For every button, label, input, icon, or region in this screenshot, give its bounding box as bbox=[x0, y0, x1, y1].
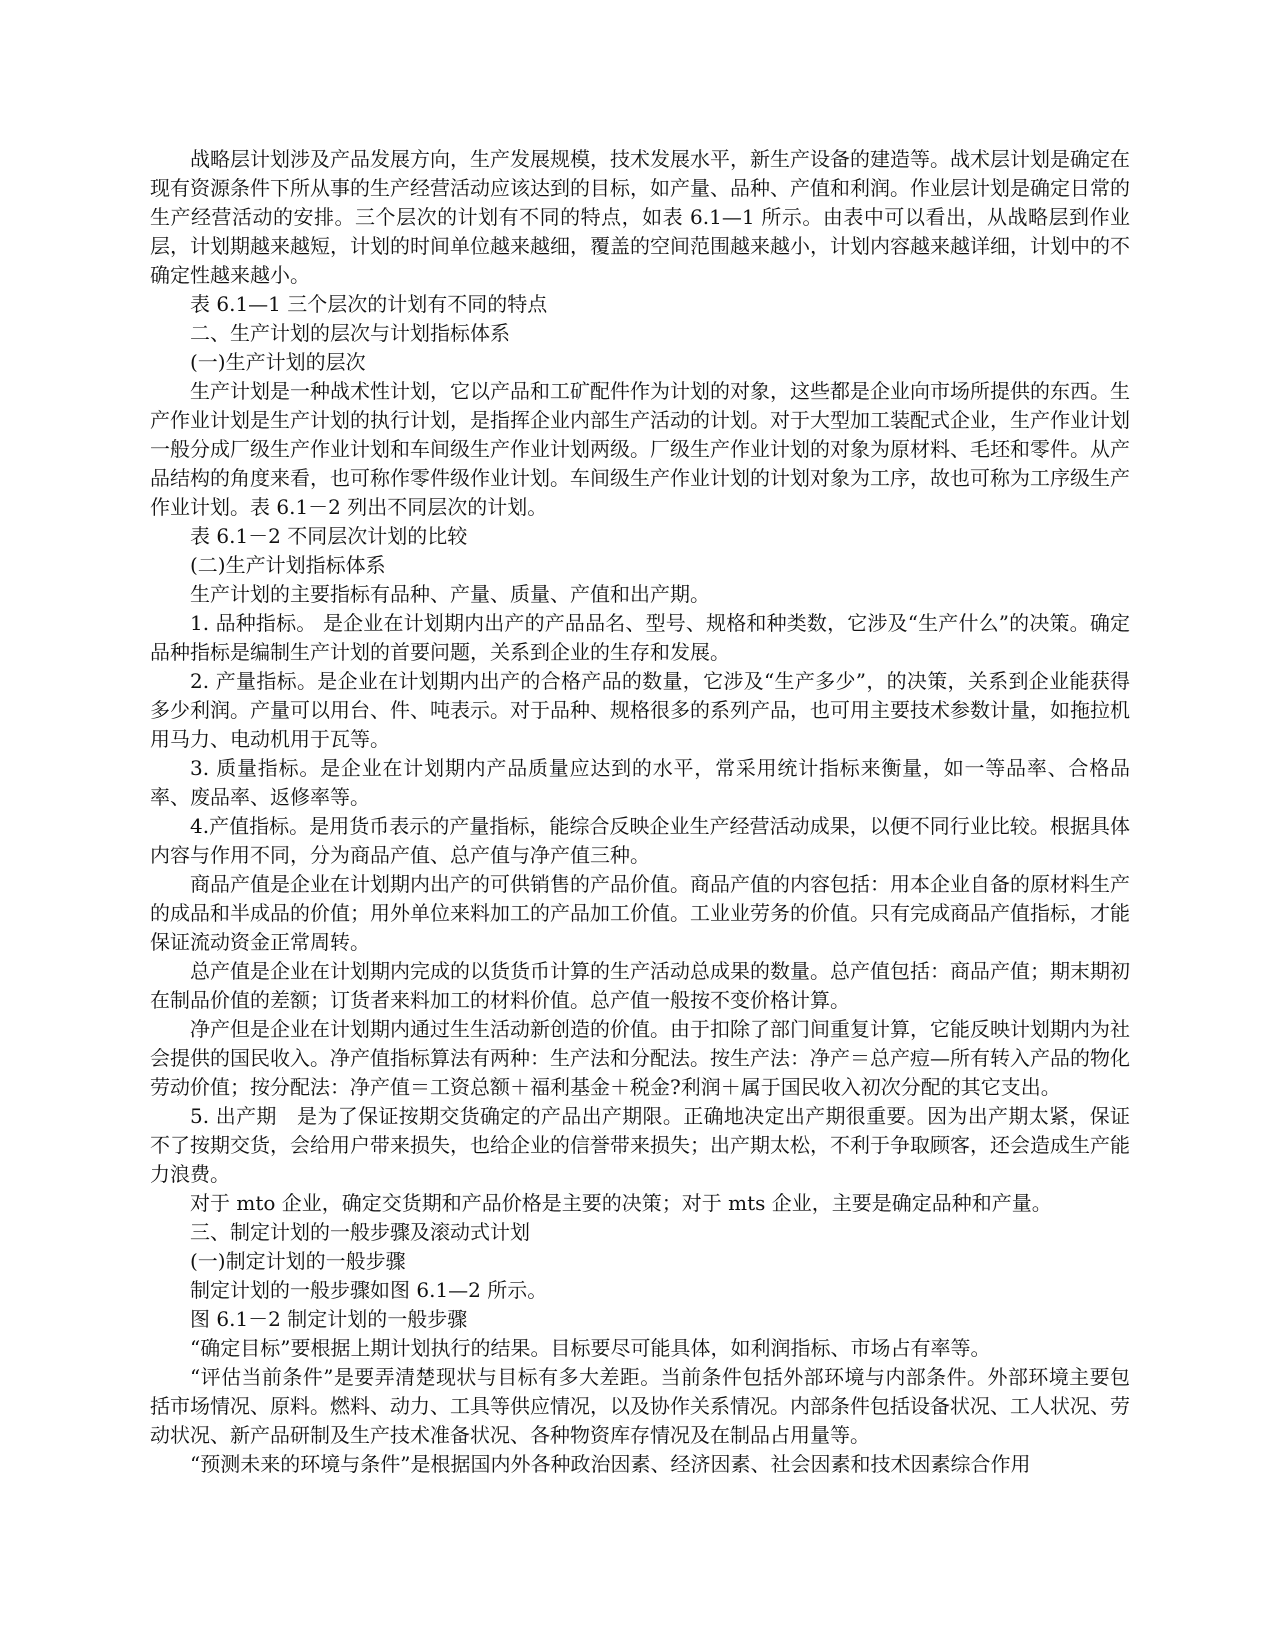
subsection-heading-2-2: (二)生产计划指标体系 bbox=[190, 553, 386, 577]
table-caption-6-1-1: 表 6.1—1 三个层次的计划有不同的特点 bbox=[190, 292, 548, 316]
section-heading-2: 二、生产计划的层次与计划指标体系 bbox=[190, 321, 510, 345]
paragraph-planning-levels-intro: 战略层计划涉及产品发展方向，生产发展规模，技术发展水平，新生产设备的建造等。战术层计划是确定在现有资源条件下所从事的生产经营活动应该达到的目标，如产量、品种、产值和利润。作业层计划是确定日常的生产经营活动的安排。三个层次的计划有不同的特点，如表 6.1—1 所示。由表中可以看出，从战略层到作业层，计划期越来越短，计划的时间单位越来越细，覆盖的空间范围越来越小，计划内容越来越详细，计划中的不确定性越来越小。 bbox=[150, 147, 1130, 287]
paragraph-mto-mts: 对于 mto 企业，确定交货期和产品价格是主要的决策；对于 mts 企业，主要是确定品种和产量。 bbox=[190, 1191, 1052, 1215]
paragraph-value-indicator: 4.产值指标。是用货币表示的产量指标，能综合反映企业生产经营活动成果，以便不同行业比较。根据具体内容与作用不同，分为商品产值、总产值与净产值三种。 bbox=[150, 814, 1130, 867]
paragraph-production-plan-levels: 生产计划是一种战术性计划，它以产品和工矿配件作为计划的对象，这些都是企业向市场所提供的东西。生产作业计划是生产计划的执行计划，是指挥企业内部生产活动的计划。对于大型加工装配式企业，生产作业计划一般分成厂级生产作业计划和车间级生产作业计划两级。厂级生产作业计划的对象为原材料、毛坯和零件。从产品结构的角度来看，也可称作零件级作业计划。车间级生产作业计划的计划对象为工序，故也可称为工序级生产作业计划。表 6.1－2 列出不同层次的计划。 bbox=[150, 379, 1130, 519]
paragraph-commodity-value: 商品产值是企业在计划期内出产的可供销售的产品价值。商品产值的内容包括：用本企业自备的原材料生产的成品和半成品的价值；用外单位来料加工的产品加工价值。工业业劳务的价值。只有完成商品产值指标，才能保证流动资金正常周转。 bbox=[150, 872, 1130, 954]
table-caption-6-1-2: 表 6.1－2 不同层次计划的比较 bbox=[190, 524, 468, 548]
document-page bbox=[150, 145, 1130, 1479]
paragraph-quality-indicator: 3. 质量指标。是企业在计划期内产品质量应达到的水平，常采用统计指标来衡量，如一等品率、合格品率、废品率、返修率等。 bbox=[150, 756, 1130, 809]
paragraph-variety-indicator: 1. 品种指标。 是企业在计划期内出产的产品品名、型号、规格和种类数，它涉及“生产什么”的决策。确定品种指标是编制生产计划的首要问题，关系到企业的生存和发展。 bbox=[150, 611, 1130, 664]
paragraph-output-indicator: 2. 产量指标。是企业在计划期内出产的合格产品的数量，它涉及“生产多少”，的决策，关系到企业能获得多少利润。产量可以用台、件、吨表示。对于品种、规格很多的系列产品，也可用主要技术参数计量，如拖拉机用马力、电动机用于瓦等。 bbox=[150, 669, 1130, 751]
paragraph-forecast-environment: “预测未来的环境与条件”是根据国内外各种政治因素、经济因素、社会因素和技术因素综合作用 bbox=[190, 1452, 1031, 1476]
figure-caption-6-1-2: 图 6.1－2 制定计划的一般步骤 bbox=[190, 1307, 468, 1331]
paragraph-steps-reference: 制定计划的一般步骤如图 6.1—2 所示。 bbox=[190, 1278, 548, 1302]
subsection-heading-3-1: (一)制定计划的一般步骤 bbox=[190, 1249, 406, 1273]
paragraph-net-value: 净产但是企业在计划期内通过生生活动新创造的价值。由于扣除了部门间重复计算，它能反映计划期内为社会提供的国民收入。净产值指标算法有两种：生产法和分配法。按生产法：净产＝总产痘—所有转入产品的物化劳动价值；按分配法：净产值＝工资总额＋福利基金＋税金?利润＋属于国民收入初次分配的其它支出。 bbox=[150, 1017, 1130, 1099]
paragraph-main-indicators: 生产计划的主要指标有品种、产量、质量、产值和出产期。 bbox=[190, 582, 710, 606]
paragraph-set-goals: “确定目标”要根据上期计划执行的结果。目标要尽可能具体，如利润指标、市场占有率等。 bbox=[190, 1336, 991, 1360]
paragraph-delivery-period: 5. 出产期 是为了保证按期交货确定的产品出产期限。正确地决定出产期很重要。因为出产期太紧，保证不了按期交货，会给用户带来损失，也给企业的信誉带来损失；出产期太松，不利于争取顾客，还会造成生产能力浪费。 bbox=[150, 1104, 1130, 1186]
section-heading-3: 三、制定计划的一般步骤及滚动式计划 bbox=[190, 1220, 530, 1244]
paragraph-gross-value: 总产值是企业在计划期内完成的以货货币计算的生产活动总成果的数量。总产值包括：商品产值；期末期初在制品价值的差额；订货者来料加工的材料价值。总产值一般按不变价格计算。 bbox=[150, 959, 1130, 1012]
paragraph-assess-conditions: “评估当前条件”是要弄清楚现状与目标有多大差距。当前条件包括外部环境与内部条件。外部环境主要包括市场情况、原料。燃料、动力、工具等供应情况，以及协作关系情况。内部条件包括设备状况、工人状况、劳动状况、新产品研制及生产技术准备状况、各种物资库存情况及在制品占用量等。 bbox=[150, 1365, 1130, 1447]
subsection-heading-2-1: (一)生产计划的层次 bbox=[190, 350, 366, 374]
